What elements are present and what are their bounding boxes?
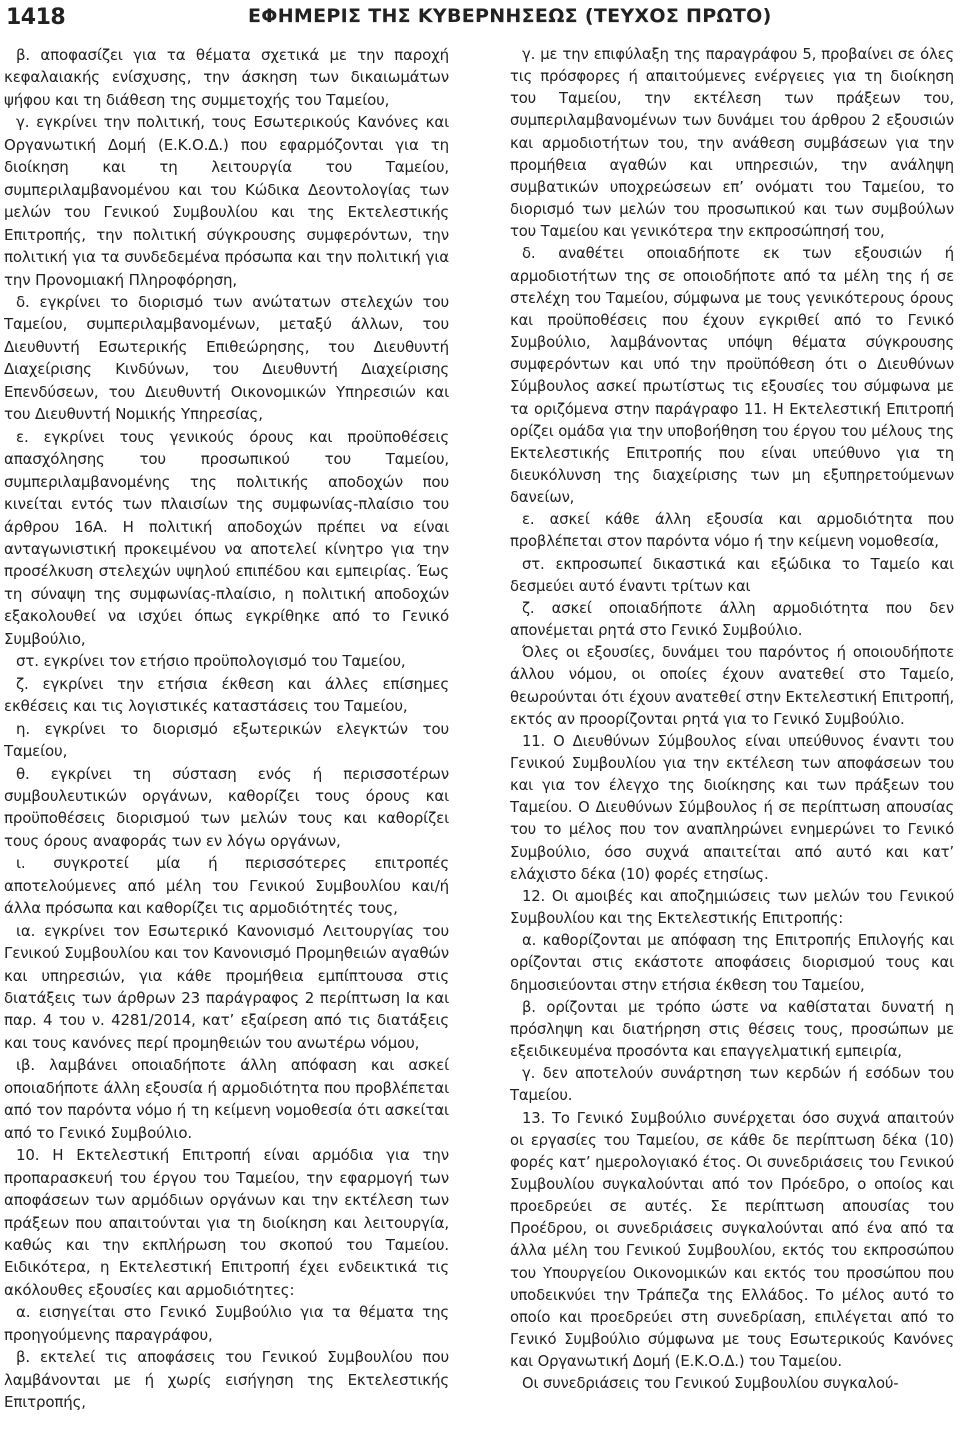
paragraph: 11. Ο Διευθύνων Σύμβουλος είναι υπεύθυνος έναντι του Γενικού Συμβουλίου για την εκτέλεση των αποφάσεων του και για τον έλεγχο της διοίκησης και των πράξεων του Ταμείου. Ο Διευθύνων Σύμβουλος ή σε περίπτωση απουσίας του το μέλος που τον αναπληρώνει ενημερώνει το Γενικό Συμβούλιο, όσο συχνά απαιτείται από αυτό και κατ’ ελάχιστο δέκα (10) φορές ετησίως.	[510, 732, 954, 883]
paragraph: στ. εκπροσωπεί δικαστικά και εξώδικα το Ταμείο και δεσμεύει αυτό έναντι τρίτων και	[510, 555, 954, 595]
paragraph: γ. εγκρίνει την πολιτική, τους Εσωτερικούς Κανόνες και Οργανωτική Δομή (Ε.Κ.Ο.Δ.) που εφαρμόζονται για τη διοίκηση και τη λειτουργία του Ταμείου, συμπεριλαμβανομένου και του Κώδικα Δεοντολογίας των μελών του Γενικού Συμβουλίου και της Εκτελεστικής Επιτροπής, την πολιτική σύγκρουσης συμφερόντων, την πολιτική για τα συνδεδεμένα πρόσωπα και την πολιτική για την Προνομιακή Πληροφόρηση,	[4, 113, 449, 289]
paragraph: β. ορίζονται με τρόπο ώστε να καθίσταται δυνατή η πρόσληψη και διατήρηση στις θέσεις τους, προσώπων με εξειδικευμένα προσόντα και επαγγελματική εμπειρία,	[510, 998, 954, 1061]
paragraph: 10. Η Εκτελεστική Επιτροπή είναι αρμόδια για την προπαρασκευή του έργου του Ταμείου, την εφαρμογή των αποφάσεων των αρμόδιων οργάνων και την εκτέλεση των πράξεων που απαιτούνται για τη διοίκηση και λειτουργία, καθώς και την εκπλήρωση του σκοπού του Ταμείου. Ειδικότερα, η Εκτελεστική Επιτροπή έχει ενδεικτικά τις ακόλουθες εξουσίες και αρμοδιότητες:	[4, 1146, 449, 1299]
paragraph: β. αποφασίζει για τα θέματα σχετικά με την παροχή κεφαλαιακής ενίσχυσης, την άσκηση των δικαιωμάτων ψήφου και τη διάθεση της συμμετοχής του Ταμείου,	[4, 46, 449, 109]
paragraph: 12. Οι αμοιβές και αποζημιώσεις των μελών του Γενικού Συμβουλίου και της Εκτελεστικής Επιτροπής:	[510, 887, 954, 928]
paragraph: στ. εγκρίνει τον ετήσιο προϋπολογισμό του Ταμείου,	[16, 652, 406, 671]
paragraph: ιβ. λαμβάνει οποιαδήποτε άλλη απόφαση και ασκεί οποιαδήποτε άλλη εξουσία ή αρμοδιότητα που προβλέπεται από τον παρόντα νόμο ή τη κείμενη νομοθεσία ότι ασκείται από το Γενικό Συμβούλιο.	[4, 1056, 449, 1142]
paragraph: Οι συνεδριάσεις του Γενικού Συμβουλίου συγκαλού-	[522, 1375, 899, 1393]
paragraph: δ. εγκρίνει το διορισμό των ανώτατων στελεχών του Ταμείου, συμπεριλαμβανομένων, μεταξύ άλλων, του Διευθυντή Εσωτερικής Επιθεώρησης, του Διευθυντή Διαχείρισης Κινδύνων, του Διευθυντή Διαχείρισης Επενδύσεων, του Διευθυντή Οικονομικών Υπηρεσιών και του Διευθυντή Νομικής Υπηρεσίας,	[4, 292, 449, 424]
paragraph: γ. δεν αποτελούν συνάρτηση των κερδών ή εσόδων του Ταμείου.	[510, 1065, 954, 1105]
paragraph: η. εγκρίνει το διορισμό εξωτερικών ελεγκτών του Ταμείου,	[4, 719, 449, 761]
page-header	[0, 0, 960, 40]
paragraph: δ. αναθέτει οποιαδήποτε εκ των εξουσιών ή αρμοδιοτήτων της σε οποιοδήποτε από τα μέλη της ή σε στελέχη του Ταμείου, σύμφωνα με τους γενικότερους όρους και προϋποθέσεις που έχουν εγκριθεί από το Γενικό Συμβούλιο, λαμβάνοντας υπόψη θέματα σύγκρουσης συμφερόντων και υπό την προϋπόθεση ότι ο Διευθύνων Σύμβουλος ασκεί πρωτίστως τις εξουσίες του σύμφωνα με τα οριζόμενα στην παράγραφο 11. Η Εκτελεστική Επιτροπή ορίζει ομάδα για την υποβοήθηση του έργου του μέλους της Εκτελεστικής Επιτροπής που είναι υπεύθυνο για τη διευκόλυνση της διαχείρισης των μη εξυπηρετούμενων δανείων,	[510, 245, 954, 507]
paragraph: ζ. ασκεί οποιαδήποτε άλλη αρμοδιότητα που δεν απονέμεται ρητά στο Γενικό Συμβούλιο.	[510, 599, 954, 640]
page-number: 1418	[6, 5, 66, 30]
paragraph: ια. εγκρίνει τον Εσωτερικό Κανονισμό Λειτουργίας του Γενικού Συμβουλίου και τον Κανονισμό Προμηθειών αγαθών και υπηρεσιών, για κάθε προμήθεια εμπίπτουσα στις διατάξεις των άρθρων 23 παράγραφος 2 περίπτωση Ια και παρ. 4 του ν. 4281/2014, κατ’ εξαίρεση από τις διατάξεις και τους κανόνες περί προμηθειών του ανωτέρω νόμου,	[4, 921, 449, 1052]
paragraph: 13. Το Γενικό Συμβούλιο συνέρχεται όσο συχνά απαιτούν οι εργασίες του Ταμείου, σε κάθε δε περίπτωση δέκα (10) φορές κατ’ ημερολογιακό έτος. Οι συνεδριάσεις του Γενικού Συμβουλίου συγκαλούνται από τον Πρόεδρο, ο οποίος και προεδρεύει σε αυτές. Σε περίπτωση απουσίας του Προέδρου, οι συνεδριάσεις συγκαλούνται από ένα από τα άλλα μέλη του Γενικού Συμβουλίου, εκτός του εκπροσώπου του Υπουργείου Οικονομικών και εκτός του προσώπου που υποδεικνύει την Τράπεζα της Ελλάδος. Το μέλος αυτό το οποίο και προεδρεύει στη συνεδρίαση, επιλέγεται από το Γενικό Συμβούλιο σύμφωνα με τους Εσωτερικούς Κανόνες και Οργανωτική Δομή (Ε.Κ.Ο.Δ.) του Ταμείου.	[510, 1109, 954, 1371]
paragraph: α. καθορίζονται με απόφαση της Επιτροπής Επιλογής και ορίζονται στις εκάστοτε αποφάσεις διορισμού τους και δημοσιεύονται στην ετήσια έκθεση του Ταμείου,	[510, 932, 954, 994]
paragraph: θ. εγκρίνει τη σύσταση ενός ή περισσοτέρων συμβουλευτικών οργάνων, καθορίζει τους όρους και προϋποθέσεις διορισμού των μελών τους και καθορίζει τους όρους αναφοράς των εν λόγω οργάνων,	[4, 764, 449, 850]
gazette-title: ΕΦΗΜΕΡΙΣ ΤΗΣ ΚΥΒΕΡΝΗΣΕΩΣ (ΤΕΥΧΟΣ ΠΡΩΤΟ)	[248, 5, 772, 27]
paragraph: Όλες οι εξουσίες, δυνάμει του παρόντος ή οποιουδήποτε άλλου νόμου, οι οποίες έχουν ανατεθεί στο Ταμείο, θεωρούνται ότι έχουν ανατεθεί στην Εκτελεστική Επιτροπή, εκτός αν προορίζονται ρητά για το Γενικό Συμβούλιο.	[510, 644, 954, 728]
paragraph: ι. συγκροτεί μία ή περισσότερες επιτροπές αποτελούμενες από μέλη του Γενικού Συμβουλίου και/ή άλλα πρόσωπα και καθορίζει τις αρμοδιότητές τους,	[4, 854, 449, 918]
right-column	[510, 44, 954, 1396]
left-column	[4, 44, 449, 1414]
paragraph: β. εκτελεί τις αποφάσεις του Γενικού Συμβουλίου που λαμβάνονται με ή χωρίς εισήγηση της Εκτελεστικής Επιτροπής,	[4, 1348, 449, 1412]
paragraph: α. εισηγείται στο Γενικό Συμβούλιο για τα θέματα της προηγούμενης παραγράφου,	[4, 1303, 449, 1344]
paragraph: ε. ασκεί κάθε άλλη εξουσία και αρμοδιότητα που προβλέπεται στον παρόντα νόμο ή την κείμενη νομοθεσία,	[510, 511, 954, 551]
paragraph: γ. με την επιφύλαξη της παραγράφου 5, προβαίνει σε όλες τις πρόσφορες ή απαιτούμενες ενέργειες για τη διοίκηση του Ταμείου, την εκτέλεση των πράξεων του, συμπεριλαμβανομένων των δυνάμει του άρθρου 2 εξουσιών και αρμοδιοτήτων του, την ανάθεση συμβάσεων για την προμήθεια αγαθών και υπηρεσιών, την ανάληψη συμβατικών υποχρεώσεων επ’ ονόματι του Ταμείου, το διορισμό των μελών του προσωπικού και των συμβούλων του Ταμείου και γενικότερα την εκπροσώπησή του,	[510, 46, 954, 241]
paragraph: ε. εγκρίνει τους γενικούς όρους και προϋποθέσεις απασχόλησης του προσωπικού του Ταμείου, συμπεριλαμβανομένης της πολιτικής αποδοχών που κινείται εντός των πλαισίων της συμφωνίας-πλαίσιο του άρθρου 16Α. Η πολιτική αποδοχών πρέπει να είναι ανταγωνιστική προκειμένου να αποτελεί κίνητρο για την προσέλκυση στελεχών υψηλού επιπέδου και εμπειρίας. Έως τη σύναψη της συμφωνίας-πλαίσιο, η πολιτική αποδοχών εξακολουθεί να ισχύει όπως εγκρίθηκε από το Γενικό Συμβούλιο,	[4, 427, 449, 648]
paragraph: ζ. εγκρίνει την ετήσια έκθεση και άλλες επίσημες εκθέσεις και τις λογιστικές καταστάσεις του Ταμείου,	[4, 674, 449, 716]
